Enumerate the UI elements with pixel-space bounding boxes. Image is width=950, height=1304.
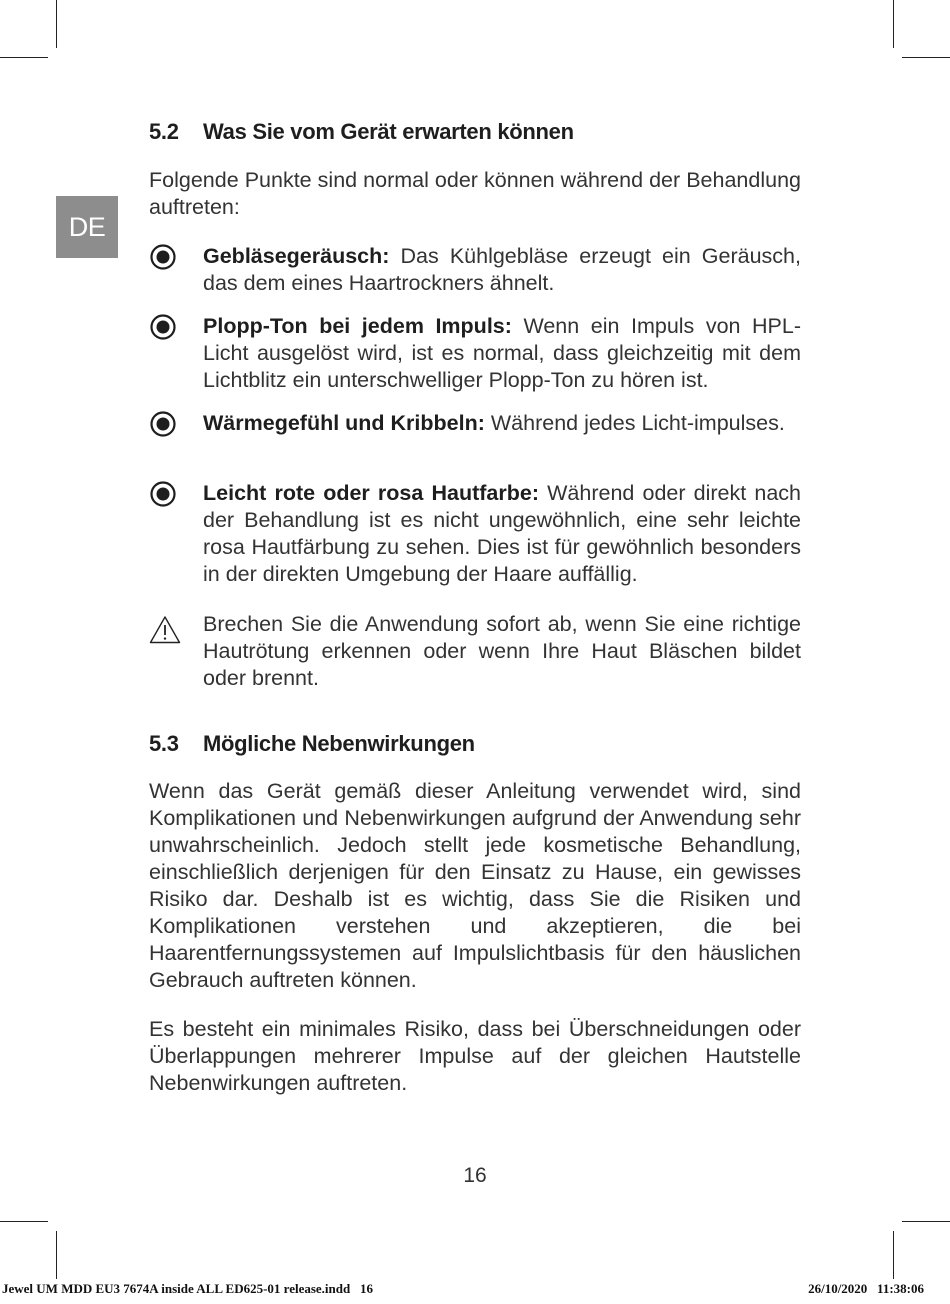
language-tab: DE [56, 196, 118, 258]
section-title: Was Sie vom Gerät erwarten können [203, 119, 574, 144]
intro-paragraph-block [149, 167, 801, 221]
crop-mark [902, 57, 950, 58]
crop-mark [0, 1221, 48, 1222]
crop-mark [902, 1221, 950, 1222]
bullet-item [149, 410, 801, 437]
intro-paragraph: Folgende Punkte sind normal oder können während der Behandlung auftreten: [149, 168, 801, 219]
bullet-description: Das Kühlgebläse erzeugt ein Geräusch, das dem eines Haartrockners ähnelt. [203, 244, 801, 295]
bullet-text [203, 480, 801, 588]
bullet-item [149, 313, 801, 394]
warning-triangle-icon [149, 615, 181, 645]
section-5-2-heading-block [149, 119, 801, 145]
bullet-term: Leicht rote oder rosa Hautfarbe: [203, 481, 539, 505]
radio-bullet-icon [149, 243, 177, 271]
bullet-term: Gebläsegeräusch: [203, 244, 390, 268]
body-paragraph: Wenn das Gerät gemäß dieser Anleitung verwendet wird, sind Komplikationen und Nebenwirkungen aufgrund der Anwendung sehr unwahrscheinlich. Jedoch stellt jede kosmetische Behandlung, einschließlich derjenigen für den Einsatz zu Hause, ein gewisses Risiko dar. Deshalb ist es wichtig, dass Sie die Risiken und Komplikationen verstehen und akzeptieren, die bei Haarentfernungssystemen auf Impulslichtbasis für den häuslichen Gebrauch auftreten können. [149, 779, 801, 992]
radio-bullet-icon [149, 480, 177, 508]
section-heading [149, 731, 801, 757]
section-number: 5.3 [149, 731, 179, 756]
section-title: Mögliche Nebenwirkungen [203, 731, 475, 756]
bullet-description: Während jedes Licht-impulses. [484, 411, 785, 435]
bullet-term: Plopp-Ton bei jedem Impuls: [203, 314, 512, 338]
section-heading [149, 119, 801, 145]
bullet-description: Während oder direkt nach der Behandlung ist es nicht ungewöhnlich, eine sehr leichte rosa Hautfärbung zu sehen. Dies ist für gewöhnlich besonders in der direkten Umgebung der Haare auffällig. [203, 481, 801, 586]
radio-bullet-icon [149, 313, 177, 341]
crop-mark [893, 1231, 894, 1279]
bullet-text [203, 243, 801, 297]
section-5-3-heading-block [149, 731, 801, 757]
body-paragraph: Es besteht ein minimales Risiko, dass bei Überschneidungen oder Überlappungen mehrerer Impulse auf der gleichen Hautstelle Nebenwirkungen auftreten. [149, 1017, 801, 1095]
body-paragraph-block [149, 778, 801, 994]
page-number: 16 [463, 1164, 487, 1187]
body-paragraph-block [149, 1016, 801, 1097]
bullet-item [149, 480, 801, 588]
bullet-term: Wärmegefühl und Kribbeln: [203, 411, 485, 435]
bullet-text [203, 410, 801, 437]
bullet-item [149, 243, 801, 297]
bullet-description: Wenn ein Impuls von HPL-Licht ausgelöst wird, ist es normal, dass gleichzeitig mit dem Lichtblitz ein unterschwelliger Plopp-Ton zu hören ist. [203, 314, 802, 392]
radio-bullet-icon [149, 410, 177, 438]
section-number: 5.2 [149, 119, 179, 144]
crop-mark [56, 1231, 57, 1279]
footer-timestamp: 26/10/2020 11:38:06 [808, 1281, 924, 1296]
bullet-text [203, 313, 801, 394]
warning-note [149, 611, 801, 692]
warning-text: Brechen Sie die Anwendung sofort ab, wenn Sie eine richtige Hautrötung erkennen oder wenn Ihre Haut Bläschen bildet oder brennt. [203, 612, 801, 690]
crop-mark [56, 0, 57, 48]
crop-mark [0, 57, 48, 58]
crop-mark [893, 0, 894, 48]
footer-file-name: Jewel UM MDD EU3 7674A inside ALL ED625-01 release.indd 16 [2, 1281, 373, 1296]
